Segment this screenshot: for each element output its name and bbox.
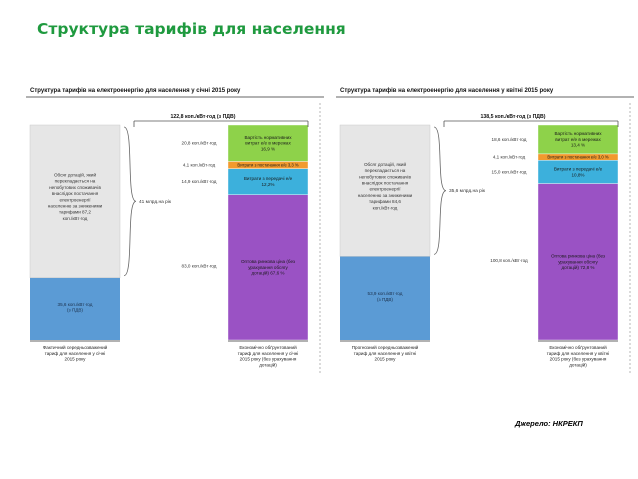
- subsidy-brace: [434, 127, 446, 254]
- left-bar-subsidy-label-line: населенню за зниженими: [357, 192, 413, 198]
- source-note: Джерело: НКРЕКП: [515, 419, 583, 428]
- right-bar-segment-label-line: 12,2%: [261, 182, 275, 188]
- left-bar-category-label-line: Фактичний середньозважений: [42, 345, 108, 350]
- left-bar-subsidy-label-line: перекладається на: [364, 168, 406, 174]
- page-title: Структура тарифів для населення: [37, 20, 346, 38]
- left-bar-paid-label-line: 35,6 коп./кВт∙год: [57, 301, 93, 307]
- left-bar-subsidy-label-line: тарифами 87,2: [58, 209, 92, 215]
- right-bar-value-label: 100,8 коп./кВт∙год: [490, 257, 528, 263]
- right-bar-value-label: 4,1 коп./кВт∙год: [492, 154, 526, 160]
- right-bar-value-label: 15,0 коп./кВт∙год: [491, 169, 527, 175]
- left-bar-category-label-line: тариф для населення у січні: [44, 350, 106, 356]
- chart-title: Структура тарифів на електроенергію для населення у квітні 2015 року: [340, 88, 554, 94]
- tariff-chart-january-svg: [26, 81, 324, 377]
- right-bar-category-label-line: тариф для населення у січні: [237, 350, 299, 356]
- right-bar-value-label: 20,8 коп./кВт∙год: [181, 140, 217, 146]
- right-bar-value-label: 14,9 коп./кВт∙год: [181, 179, 217, 185]
- left-bar-subsidy-label-line: внаслідок постачання: [51, 191, 99, 197]
- left-bar-category-label-line: 2015 року: [374, 356, 396, 362]
- right-bar-value-label: 18,6 коп./кВт∙год: [491, 136, 527, 142]
- left-bar-subsidy-label-line: коп./кВт∙год: [62, 215, 88, 221]
- right-bar-segment-label-line: витрат е/е в мережах: [245, 140, 291, 146]
- subsidy-label: 41 млрд.на рік: [139, 199, 171, 205]
- left-bar-subsidy-label-line: перекладається на: [54, 178, 96, 184]
- left-bar-subsidy-label-line: непобутових споживачів: [49, 184, 101, 190]
- left-bar-subsidy-label-line: електроенергії: [59, 197, 91, 203]
- right-bar-segment-label-line: дотацій) 72,8 %: [561, 265, 595, 271]
- right-bar-value-label: 83,0 коп./кВт∙год: [181, 263, 217, 269]
- right-bar-category-label-line: тариф для населення у квітні: [546, 350, 610, 356]
- left-bar-subsidy-label-line: коп./кВт∙год: [372, 205, 398, 211]
- right-bar-value-label: 4,1 коп./кВт∙год: [182, 162, 216, 168]
- right-bar-segment-label-line: Витрати з постачання е/е 3,0 %: [547, 154, 609, 160]
- left-bar-subsidy-label-line: Обсяг дотацій, який: [363, 161, 407, 167]
- left-bar-subsidy-label-line: тарифами 84,6: [368, 199, 402, 205]
- right-bar-segment-label-line: Оптова ринкова ціна (без: [240, 259, 296, 265]
- left-bar-paid-label-line: 53,9 коп./кВт∙год: [367, 291, 403, 297]
- right-bar-segment-label-line: Оптова ринкова ціна (без: [550, 253, 606, 259]
- right-bar-segment-label-line: Вартість нормативних: [554, 131, 602, 137]
- left-bar-subsidy-label-line: електроенергії: [369, 186, 401, 192]
- left-bar-category-label-line: 2015 року: [64, 356, 86, 362]
- right-bar-segment-label-line: Вартість нормативних: [244, 134, 292, 140]
- right-bar-category-label-line: Економічно обґрунтований: [239, 345, 297, 350]
- left-bar-subsidy-label-line: Обсяг дотацій, який: [53, 172, 97, 178]
- left-bar-paid-label-line: (з ПДВ): [377, 296, 393, 302]
- right-bar-category-label-line: 2015 року (без урахування: [549, 356, 607, 362]
- left-bar-subsidy-label-line: непобутових споживачів: [359, 174, 411, 180]
- tariff-chart-january: [26, 81, 324, 377]
- subsidy-brace: [124, 127, 136, 276]
- left-bar-subsidy-label-line: внаслідок постачання: [361, 180, 409, 186]
- total-label: 138,5 коп./кВт∙год (з ПДВ): [480, 114, 546, 120]
- tariff-chart-april-svg: [336, 81, 634, 377]
- right-bar-segment-label-line: урахування обсягу: [248, 264, 288, 270]
- left-bar-subsidy-label-line: населенню за зниженими: [47, 203, 103, 209]
- tariff-chart-april: [336, 81, 634, 377]
- right-bar-segment-label-line: Витрати з передачі е/е: [553, 166, 603, 172]
- right-bar-segment-label-line: Витрати з передачі е/е: [243, 176, 293, 182]
- right-bar-category-label-line: дотацій): [259, 362, 277, 368]
- right-bar-segment-label-line: Витрати з постачання е/е 3,3 %: [237, 162, 299, 168]
- left-bar-category-label-line: тариф для населення у квітні: [353, 350, 417, 356]
- left-bar-paid-label-line: (з ПДВ): [67, 307, 83, 313]
- right-bar-segment-label-line: 10,8%: [571, 172, 585, 178]
- right-bar-category-label-line: Економічно обґрунтований: [549, 345, 607, 350]
- total-label: 122,8 коп./кВт∙год (з ПДВ): [170, 114, 236, 120]
- subsidy-label: 35,6 млрд.на рік: [449, 189, 485, 195]
- right-bar-category-label-line: дотацій): [569, 362, 587, 368]
- right-bar-segment-label-line: 16,9 %: [260, 146, 276, 152]
- right-bar-segment-label-line: дотацій) 67,6 %: [251, 270, 285, 276]
- right-bar-segment-label-line: урахування обсягу: [558, 259, 598, 265]
- chart-title: Структура тарифів на електроенергію для населення у січні 2015 року: [30, 88, 241, 94]
- right-bar-segment-label-line: 13,4 %: [570, 142, 586, 148]
- right-bar-segment-label-line: витрат е/е в мережах: [555, 136, 601, 142]
- left-bar-category-label-line: Прогнозний середньозважений: [351, 345, 419, 350]
- right-bar-category-label-line: 2015 року (без урахування: [239, 356, 297, 362]
